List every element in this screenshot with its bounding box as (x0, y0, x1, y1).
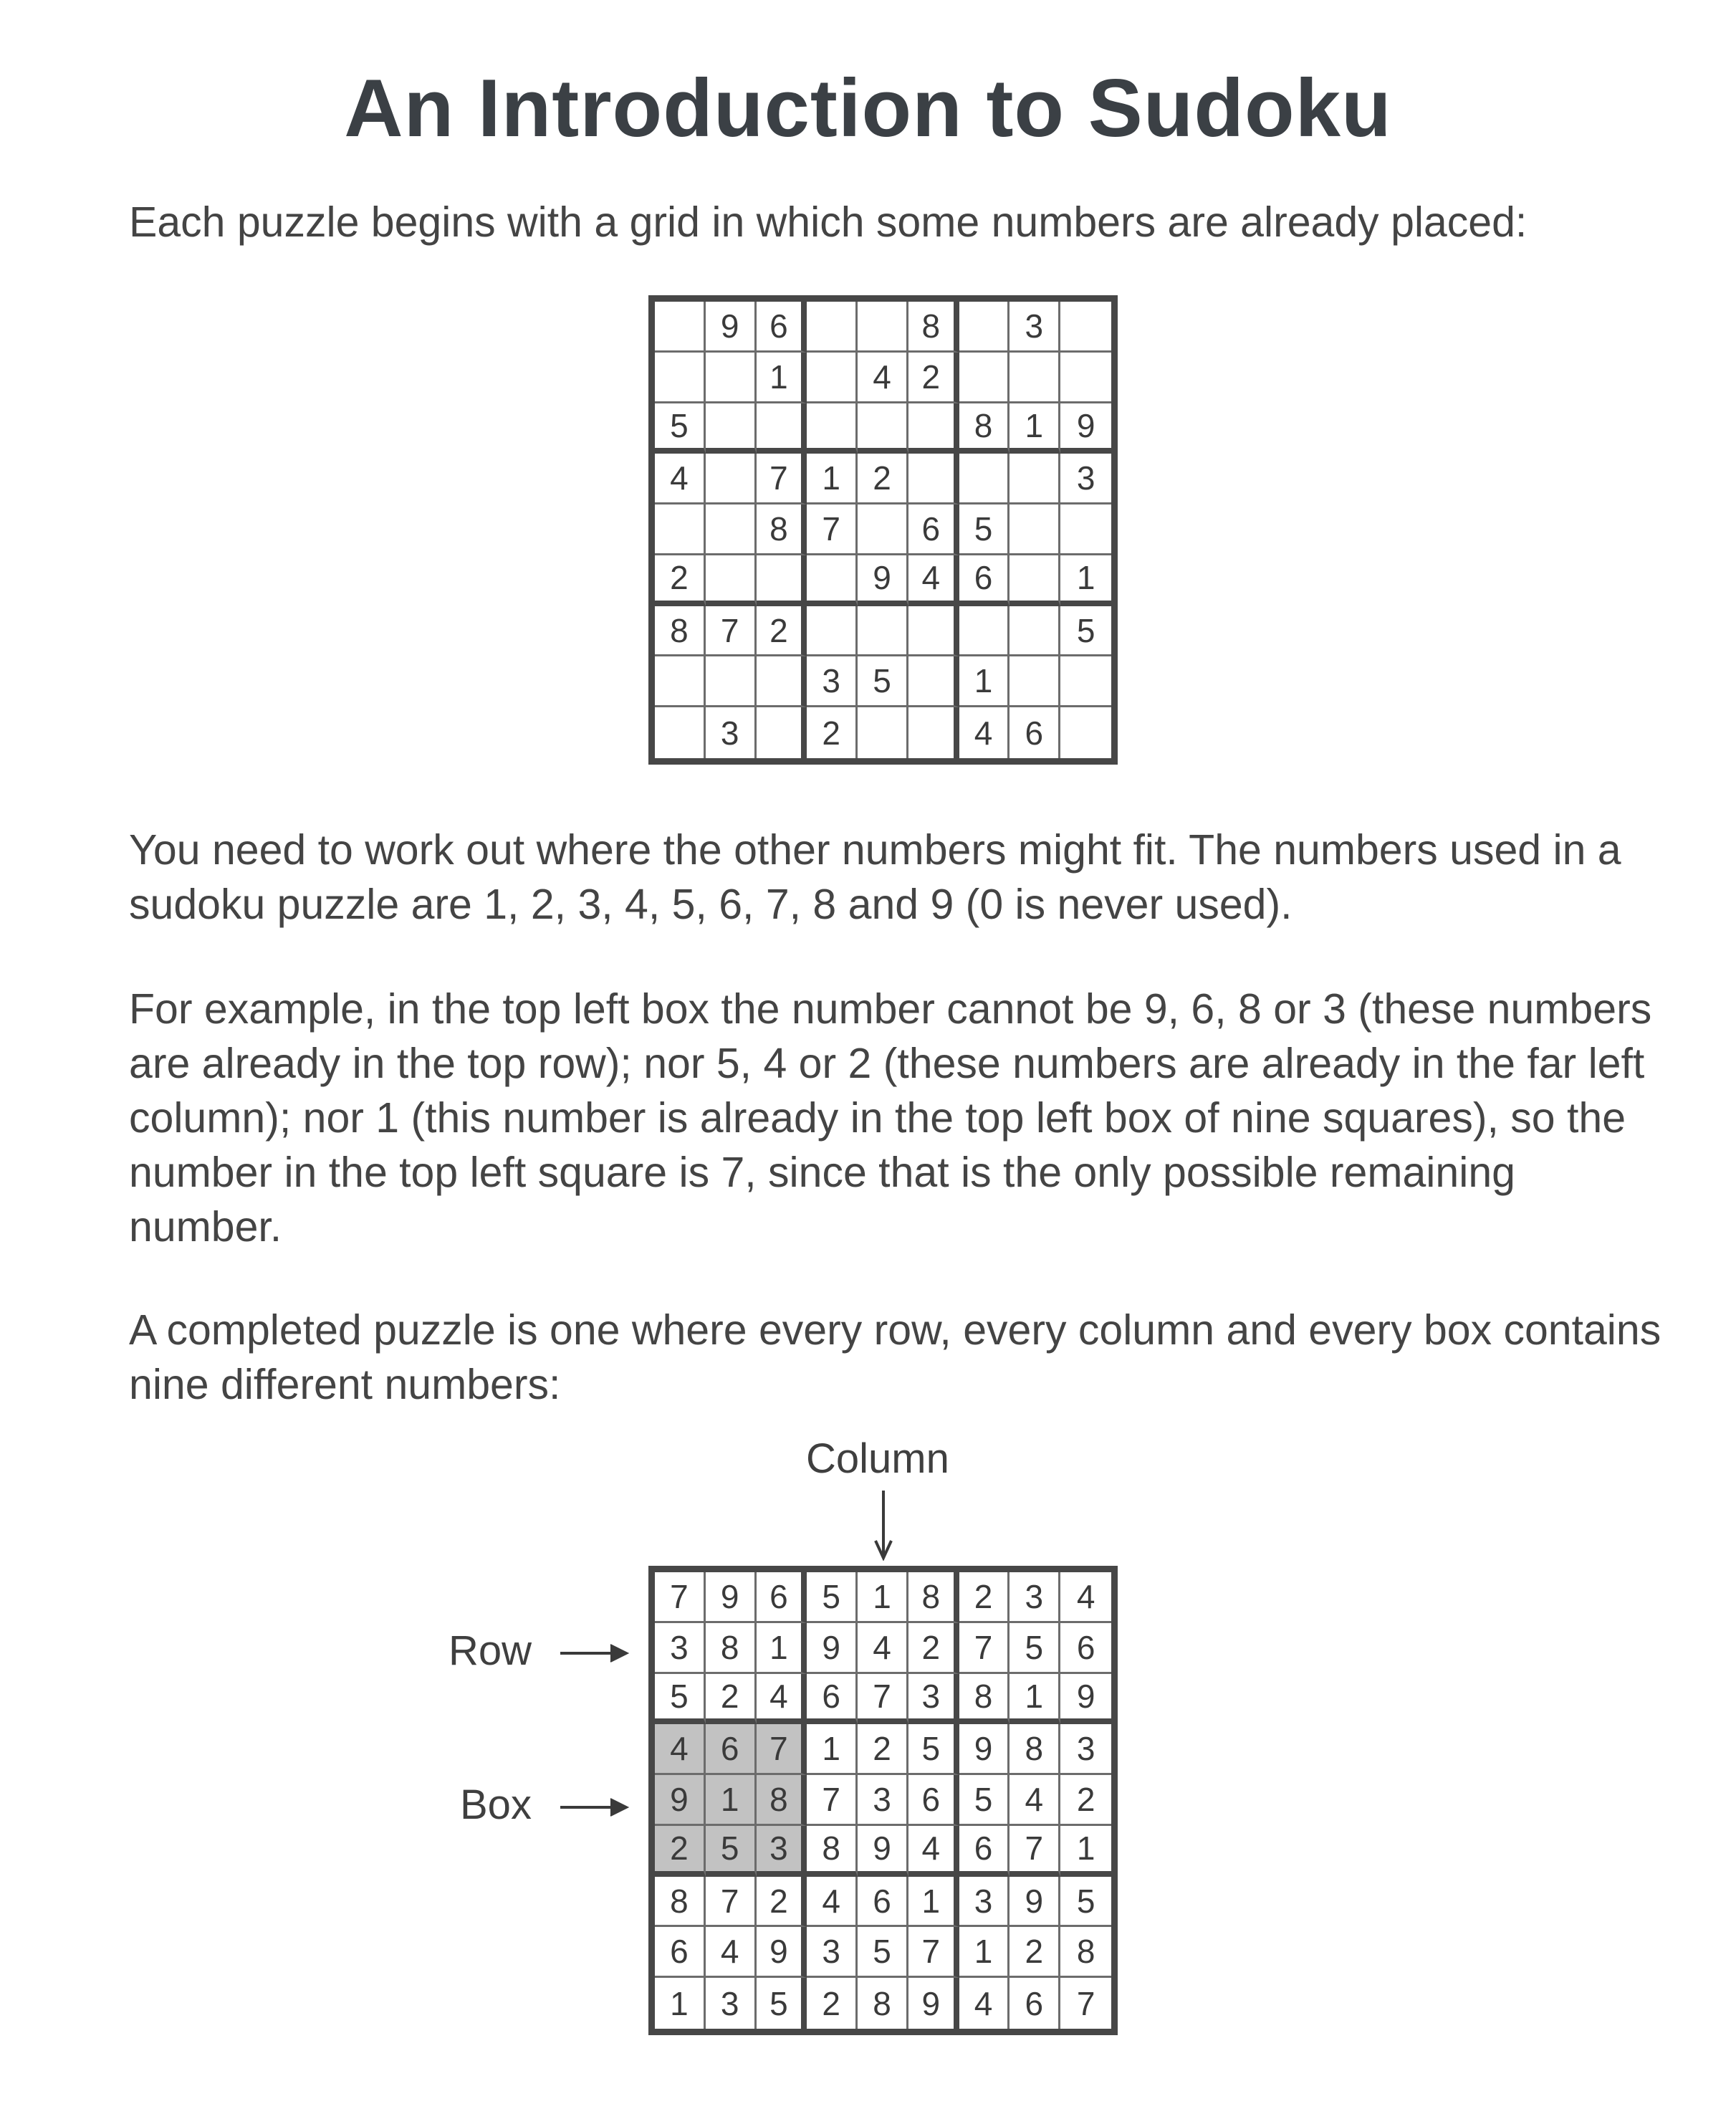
grid-cell: 6 (706, 1724, 757, 1775)
grid-cell: 4 (908, 555, 959, 606)
grid-cell (959, 353, 1010, 403)
grid-cell: 7 (858, 1674, 908, 1725)
grid-cell: 9 (1060, 1674, 1111, 1725)
grid-cell: 6 (858, 1877, 908, 1928)
grid-cell: 6 (1010, 707, 1060, 758)
grid-cell (706, 403, 757, 454)
grid-cell (757, 555, 807, 606)
grid-cell: 5 (757, 1978, 807, 2029)
grid-cell: 4 (858, 1623, 908, 1674)
grid-cell (908, 606, 959, 657)
grid-cell: 9 (858, 1826, 908, 1877)
grid-cell (807, 403, 858, 454)
grid-cell: 9 (858, 555, 908, 606)
grid-cell: 8 (807, 1826, 858, 1877)
grid-cell: 8 (655, 606, 706, 657)
grid-cell (706, 454, 757, 504)
grid-cell: 8 (655, 1877, 706, 1928)
grid-cell: 8 (757, 1775, 807, 1826)
grid-cell (807, 302, 858, 353)
grid-cell: 4 (858, 353, 908, 403)
grid-cell (706, 656, 757, 707)
grid-cell (858, 606, 908, 657)
grid-cell (908, 454, 959, 504)
grid-cell: 1 (858, 1572, 908, 1623)
grid-cell (807, 353, 858, 403)
grid-cell: 5 (655, 403, 706, 454)
grid-cell (655, 353, 706, 403)
grid-cell (908, 707, 959, 758)
grid-cell: 2 (706, 1674, 757, 1725)
grid-cell: 5 (807, 1572, 858, 1623)
grid-cell: 7 (1010, 1826, 1060, 1877)
grid-cell: 1 (1060, 555, 1111, 606)
grid-cell: 3 (908, 1674, 959, 1725)
grid-cell: 6 (908, 1775, 959, 1826)
grid-cell: 1 (1010, 403, 1060, 454)
grid-cell (908, 403, 959, 454)
grid-cell: 3 (757, 1826, 807, 1877)
grid-cell: 7 (807, 504, 858, 555)
grid-cell: 2 (807, 1978, 858, 2029)
grid-cell: 9 (706, 1572, 757, 1623)
numbers-used-paragraph: You need to work out where the other numbers might fit. The numbers used in a sudoku puzzle are 1, 2, 3, 4, 5, 6, 7, 8 and 9 (0 is never used). (129, 826, 1621, 928)
grid-cell: 2 (908, 353, 959, 403)
grid-cell (1010, 606, 1060, 657)
grid-cell: 2 (908, 1623, 959, 1674)
grid-cell: 8 (1010, 1724, 1060, 1775)
grid-cell (1060, 504, 1111, 555)
grid-cell: 2 (757, 1877, 807, 1928)
grid-cell: 4 (757, 1674, 807, 1725)
grid-cell: 6 (757, 302, 807, 353)
grid-cell: 4 (908, 1826, 959, 1877)
grid-cell (959, 606, 1010, 657)
grid-cell (757, 403, 807, 454)
box-label: Box (460, 1781, 532, 1828)
grid-cell (1060, 656, 1111, 707)
grid-cell: 4 (959, 707, 1010, 758)
grid-cell (1010, 504, 1060, 555)
grid-cell (655, 302, 706, 353)
grid-cell: 3 (807, 1927, 858, 1978)
grid-cell: 5 (908, 1724, 959, 1775)
grid-cell (655, 656, 706, 707)
grid-cell: 3 (807, 656, 858, 707)
grid-cell: 7 (908, 1927, 959, 1978)
grid-cell (757, 707, 807, 758)
grid-cell: 5 (655, 1674, 706, 1725)
grid-cell: 9 (1010, 1877, 1060, 1928)
grid-cell: 7 (706, 1877, 757, 1928)
grid-cell: 5 (959, 504, 1010, 555)
grid-cell: 5 (858, 1927, 908, 1978)
grid-cell (1060, 353, 1111, 403)
grid-cell: 8 (1060, 1927, 1111, 1978)
grid-cell: 9 (706, 302, 757, 353)
grid-cell: 7 (706, 606, 757, 657)
grid-cell: 6 (959, 555, 1010, 606)
box-arrow-icon (559, 1793, 630, 1822)
grid-cell: 1 (1060, 1826, 1111, 1877)
grid-cell: 2 (858, 454, 908, 504)
grid-cell: 5 (1060, 1877, 1111, 1928)
grid-cell: 3 (1010, 1572, 1060, 1623)
grid-cell (858, 707, 908, 758)
grid-cell: 3 (1010, 302, 1060, 353)
grid-cell: 2 (858, 1724, 908, 1775)
grid-cell (807, 555, 858, 606)
grid-cell: 4 (655, 454, 706, 504)
grid-cell: 7 (1076, 1984, 1095, 2022)
grid-cell: 6 (807, 1674, 858, 1725)
row-arrow-icon (559, 1639, 630, 1668)
grid-cell: 1 (1010, 1674, 1060, 1725)
example-paragraph: For example, in the top left box the number cannot be 9, 6, 8 or 3 (these numbers are already in the top row); nor 5, 4 or 2 (these numbers are already in the far left column); nor 1 (this number is already in the top left box of nine squares), so the number in the top left square is 7, since that is the only possible remaining number. (129, 985, 1652, 1250)
grid-cell: 5 (1060, 606, 1111, 657)
grid-cell: 6 (1010, 1978, 1060, 2029)
grid-cell: 1 (807, 454, 858, 504)
page-title: An Introduction to Sudoku (344, 63, 1392, 154)
grid-cell (807, 606, 858, 657)
grid-cell: 6 (908, 504, 959, 555)
grid-cell: 9 (1060, 403, 1111, 454)
grid-cell: 2 (807, 707, 858, 758)
grid-cell: 7 (959, 1623, 1010, 1674)
grid-cell: 2 (655, 555, 706, 606)
grid-cell: 8 (959, 403, 1010, 454)
grid-cell: 9 (655, 1775, 706, 1826)
grid-cell: 2 (959, 1572, 1010, 1623)
column-label: Column (806, 1435, 949, 1482)
row-label: Row (449, 1627, 532, 1674)
grid-cell (1010, 656, 1060, 707)
grid-cell: 1 (807, 1724, 858, 1775)
grid-cell: 3 (706, 707, 757, 758)
starting-puzzle-grid (648, 295, 1118, 765)
grid-cell: 6 (959, 1826, 1010, 1877)
grid-cell: 4 (706, 1927, 757, 1978)
grid-cell: 7 (807, 1775, 858, 1826)
grid-cell: 1 (757, 1623, 807, 1674)
grid-cell (858, 403, 908, 454)
grid-cell: 8 (908, 302, 959, 353)
grid-cell: 2 (655, 1826, 706, 1877)
grid-cell: 7 (757, 454, 807, 504)
grid-cell: 2 (1060, 1775, 1111, 1826)
grid-cell: 3 (959, 1877, 1010, 1928)
grid-cell: 4 (1010, 1775, 1060, 1826)
completed-puzzle-paragraph: A completed puzzle is one where every row, every column and every box contains nine different numbers: (129, 1306, 1661, 1408)
grid-cell: 8 (757, 504, 807, 555)
grid-cell (706, 504, 757, 555)
grid-cell (1010, 454, 1060, 504)
grid-cell: 1 (908, 1877, 959, 1928)
grid-cell: 5 (959, 1775, 1010, 1826)
grid-cell (655, 504, 706, 555)
grid-cell (908, 656, 959, 707)
grid-cell: 8 (908, 1572, 959, 1623)
grid-cell: 5 (858, 656, 908, 707)
grid-cell: 8 (858, 1978, 908, 2029)
grid-cell: 6 (757, 1572, 807, 1623)
grid-cell: 5 (706, 1826, 757, 1877)
grid-cell (959, 302, 1010, 353)
grid-cell: 3 (706, 1978, 757, 2029)
grid-cell: 8 (959, 1674, 1010, 1725)
grid-cell (1060, 707, 1111, 758)
grid-cell: 2 (757, 606, 807, 657)
grid-cell: 1 (959, 656, 1010, 707)
column-arrow-icon (873, 1489, 894, 1561)
grid-cell: 1 (706, 1775, 757, 1826)
grid-cell (757, 656, 807, 707)
grid-cell (858, 504, 908, 555)
grid-cell (706, 555, 757, 606)
grid-cell (1060, 302, 1111, 353)
grid-cell: 6 (655, 1927, 706, 1978)
grid-cell: 3 (655, 1623, 706, 1674)
grid-cell (959, 454, 1010, 504)
grid-cell: 7 (655, 1572, 706, 1623)
intro-paragraph: Each puzzle begins with a grid in which some numbers are already placed: (129, 199, 1528, 246)
grid-cell: 4 (655, 1724, 706, 1775)
grid-cell: 1 (959, 1927, 1010, 1978)
grid-cell: 4 (959, 1978, 1010, 2029)
grid-cell (1010, 353, 1060, 403)
grid-cell (655, 707, 706, 758)
grid-cell: 9 (757, 1927, 807, 1978)
grid-cell: 3 (858, 1775, 908, 1826)
grid-cell: 9 (807, 1623, 858, 1674)
grid-cell: 2 (1010, 1927, 1060, 1978)
completed-puzzle-grid (648, 1566, 1118, 2035)
grid-cell: 3 (1060, 454, 1111, 504)
grid-cell: 4 (1060, 1572, 1111, 1623)
grid-cell (706, 353, 757, 403)
grid-cell: 9 (908, 1978, 959, 2029)
grid-cell: 3 (1060, 1724, 1111, 1775)
grid-cell: 8 (706, 1623, 757, 1674)
grid-cell: 9 (959, 1724, 1010, 1775)
grid-cell: 4 (807, 1877, 858, 1928)
grid-cell: 7 (757, 1724, 807, 1775)
grid-cell (858, 302, 908, 353)
grid-cell: 1 (757, 353, 807, 403)
grid-cell: 5 (1010, 1623, 1060, 1674)
grid-cell (1010, 555, 1060, 606)
grid-cell: 6 (1060, 1623, 1111, 1674)
grid-cell: 1 (655, 1978, 706, 2029)
